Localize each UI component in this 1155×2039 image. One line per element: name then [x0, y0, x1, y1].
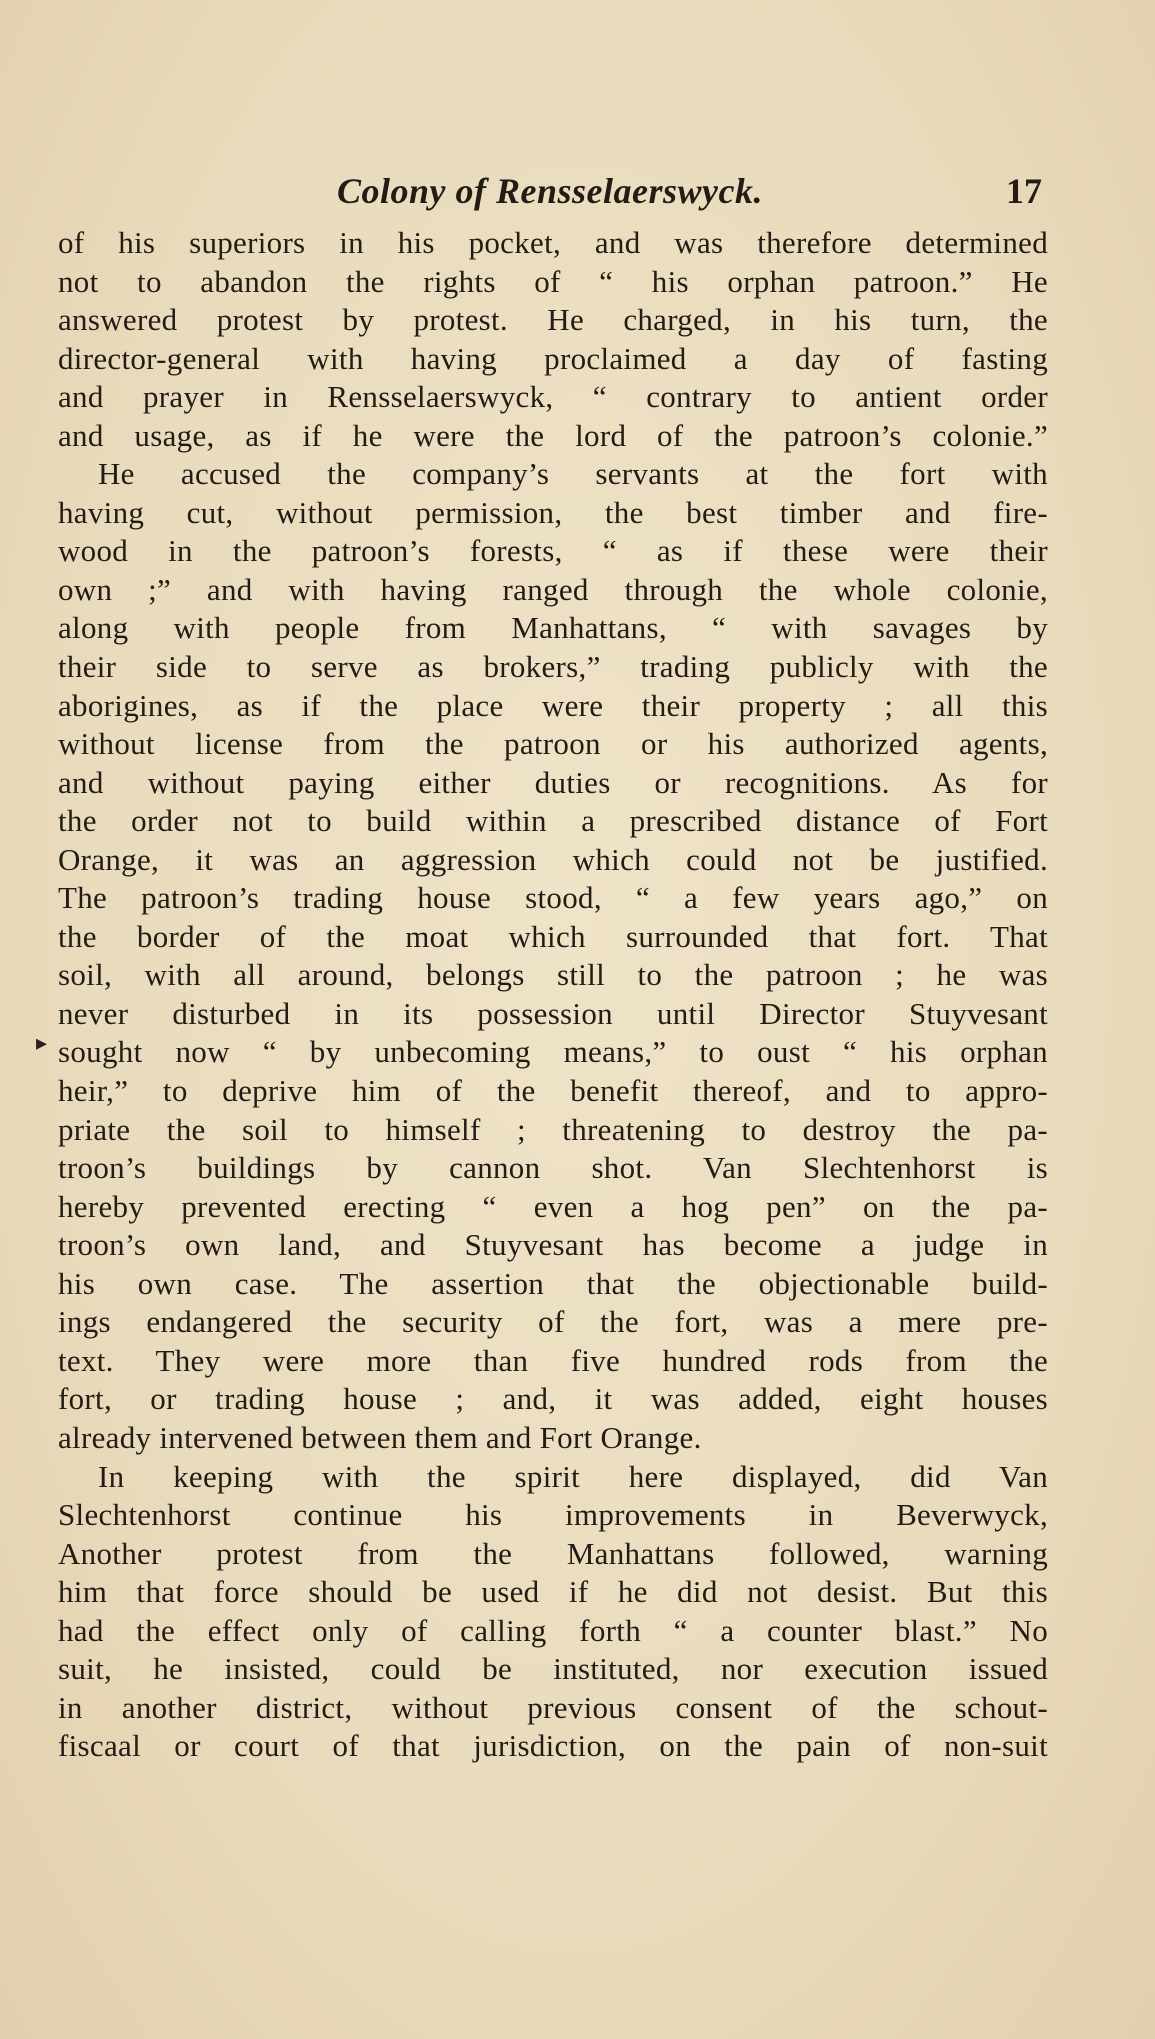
text-line: him that force should be used if he did not desist. But this — [58, 1574, 1048, 1610]
text-line: had the effect only of calling forth “ a counter blast.” No — [58, 1612, 1048, 1648]
text-line: ings endangered the security of the fort, was a mere pre- — [58, 1304, 1048, 1340]
text-line: suit, he insisted, could be instituted, nor execution issued — [58, 1651, 1048, 1687]
text-line: not to abandon the rights of “ his orphan patroon.” He — [58, 263, 1048, 299]
text-line: The patroon’s trading house stood, “ a few years ago,” on — [58, 880, 1048, 916]
text-line: sought now “ by unbecoming means,” to oust “ his orphan — [58, 1034, 1048, 1070]
text-line: Slechtenhorst continue his improvements in Beverwyck, — [58, 1497, 1048, 1533]
text-line: Another protest from the Manhattans followed, warning — [58, 1535, 1048, 1571]
text-line: never disturbed in its possession until Director Stuyvesant — [58, 995, 1048, 1031]
text-line: troon’s own land, and Stuyvesant has become a judge in — [58, 1227, 1048, 1263]
page-number: 17 — [1006, 171, 1042, 211]
text-line: of his superiors in his pocket, and was therefore determined — [58, 225, 1048, 260]
text-line: in another district, without previous consent of the schout- — [58, 1689, 1048, 1725]
page-header — [58, 168, 1042, 214]
text-line: and without paying either duties or recognitions. As for — [58, 764, 1048, 800]
text-line: along with people from Manhattans, “ with savages by — [58, 610, 1048, 646]
text-line: and usage, as if he were the lord of the patroon’s colonie.” — [58, 417, 1048, 453]
text-line: fort, or trading house ; and, it was added, eight houses — [58, 1381, 1048, 1417]
text-line: their side to serve as brokers,” trading publicly with the — [58, 649, 1048, 685]
text-line: In keeping with the spirit here displayed, did Van — [98, 1458, 1048, 1494]
text-line: hereby prevented erecting “ even a hog pen” on the pa- — [58, 1188, 1048, 1224]
text-line: fiscaal or court of that jurisdiction, on the pain of non-suit — [58, 1728, 1048, 1764]
text-line: his own case. The assertion that the objectionable build- — [58, 1265, 1048, 1301]
text-line: own ;” and with having ranged through the whole colonie, — [58, 571, 1048, 607]
text-line: without license from the patroon or his authorized agents, — [58, 726, 1048, 762]
text-line: answered protest by protest. He charged, in his turn, the — [58, 302, 1048, 338]
text-line: text. They were more than five hundred rods from the — [58, 1342, 1048, 1378]
text-line: aborigines, as if the place were their property ; all this — [58, 687, 1048, 723]
text-line: already intervened between them and Fort Orange. — [58, 1419, 702, 1455]
text-line: Orange, it was an aggression which could not be justified. — [58, 841, 1048, 877]
text-line: heir,” to deprive him of the benefit thereof, and to appro- — [58, 1073, 1048, 1109]
text-line: the order not to build within a prescribed distance of Fort — [58, 803, 1048, 839]
text-line: soil, with all around, belongs still to the patroon ; he was — [58, 957, 1048, 993]
margin-mark: ▸ — [36, 1030, 48, 1055]
text-line: wood in the patroon’s forests, “ as if these were their — [58, 533, 1048, 569]
text-line: and prayer in Rensselaerswyck, “ contrary to antient order — [58, 379, 1048, 415]
text-line: troon’s buildings by cannon shot. Van Slechtenhorst is — [58, 1150, 1048, 1186]
text-line: He accused the company’s servants at the fort with — [98, 456, 1048, 492]
running-head: Colony of Rensselaerswyck. — [337, 171, 763, 211]
text-line: the border of the moat which surrounded that fort. That — [58, 918, 1048, 954]
text-line: having cut, without permission, the best timber and fire- — [58, 494, 1048, 530]
body-text — [58, 224, 1048, 1766]
text-line: priate the soil to himself ; threatening to destroy the pa- — [58, 1111, 1048, 1147]
text-line: director-general with having proclaimed a day of fasting — [58, 340, 1048, 376]
